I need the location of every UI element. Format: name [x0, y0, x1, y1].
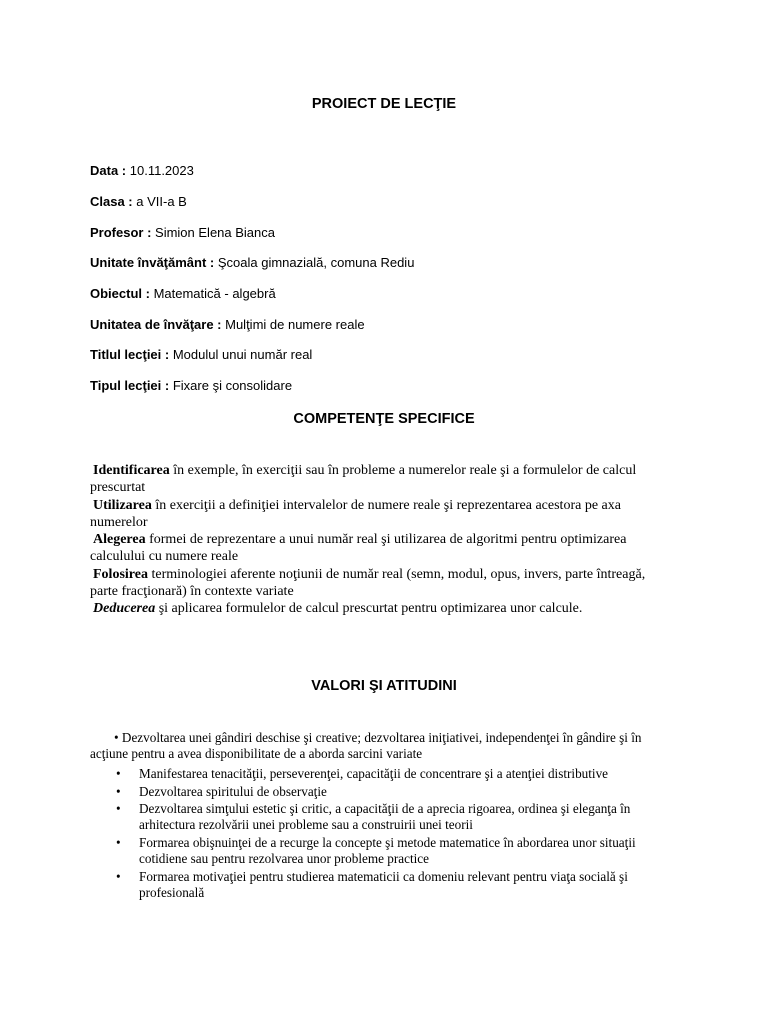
competenta-text: în exemple, în exerciţii sau în probleme a numerelor reale şi a formulelor de calcul prescurtat — [90, 463, 637, 496]
competente-list — [90, 462, 650, 618]
competenta-text: formei de reprezentare a unui număr real şi utilizarea de algoritmi pentru optimizarea calculului cu numere reale — [90, 532, 627, 565]
bullet-glyph: • — [114, 730, 119, 745]
bullet-glyph: • — [116, 783, 121, 799]
field-label: Tipul lecţiei : — [90, 378, 170, 393]
competenta-text: şi aplicarea formulelor de calcul prescurtat pentru optimizarea unor calcule. — [155, 601, 583, 617]
valori-list — [90, 766, 680, 903]
field-value: Matematică - algebră — [153, 286, 276, 301]
competenta-text: în exerciţii a definiţiei intervalelor de numere reale şi reprezentarea acestora pe axa numerelor — [90, 497, 621, 530]
competenta-item — [90, 497, 650, 532]
field-unitatea-de-invatare — [90, 317, 365, 332]
list-item — [90, 869, 680, 902]
field-value: Simion Elena Bianca — [155, 225, 275, 240]
field-label: Clasa : — [90, 194, 133, 209]
page-title: PROIECT DE LECŢIE — [311, 96, 457, 112]
bullet-glyph: • — [116, 801, 121, 817]
field-clasa — [90, 194, 187, 209]
valori-item-text: Manifestarea tenacităţii, perseverenţei, capacităţii de concentrare şi a atenţiei distributive — [139, 766, 609, 781]
valori-item-text: Dezvoltarea unei gândiri deschise şi creative; dezvoltarea iniţiativei, independenţei în gândire şi în acţiune pentru a avea disponibilitate de a aborda sarcini variate — [90, 730, 642, 762]
list-item — [90, 766, 680, 782]
competenta-text: terminologiei aferente noţiunii de număr real (semn, modul, opus, invers, parte întreagă, parte fracţionară) în contexte variate — [90, 566, 646, 600]
field-label: Titlul lecţiei : — [90, 347, 170, 362]
field-titlul-lectiei — [90, 347, 312, 362]
list-item — [90, 801, 680, 834]
valori-item-text: Dezvoltarea spiritului de observaţie — [139, 783, 327, 799]
field-value: Mulţimi de numere reale — [225, 317, 365, 332]
list-item — [90, 784, 680, 800]
field-value: Şcoala gimnazială, comuna Rediu — [217, 255, 415, 270]
section-heading-competente: COMPETENŢE SPECIFICE — [293, 411, 475, 427]
valori-item-text: Formarea motivaţiei pentru studierea matematicii ca domeniu relevant pentru viaţa socială şi profesională — [139, 868, 628, 901]
field-profesor — [90, 225, 275, 240]
valori-intro-item — [90, 730, 680, 763]
competenta-keyword: Folosirea — [93, 566, 148, 582]
field-value: a VII-a B — [136, 194, 187, 209]
field-value: Modulul unui număr real — [172, 347, 313, 362]
competenta-keyword: Utilizarea — [93, 497, 152, 513]
competenta-keyword: Identificarea — [93, 463, 170, 478]
field-obiectul — [90, 286, 276, 301]
field-value: 10.11.2023 — [129, 163, 194, 178]
field-tipul-lectiei — [90, 378, 292, 393]
field-label: Unitate învăţământ : — [90, 255, 215, 270]
competenta-item — [90, 566, 650, 601]
bullet-glyph: • — [116, 868, 121, 884]
competenta-keyword: Deducerea — [93, 601, 156, 617]
field-label: Data : — [90, 163, 127, 178]
bullet-glyph: • — [116, 835, 121, 851]
bullet-glyph: • — [116, 766, 121, 781]
field-value: Fixare şi consolidare — [172, 378, 293, 393]
competenta-item — [90, 462, 650, 497]
competenta-item — [90, 600, 650, 617]
field-label: Profesor : — [90, 225, 152, 240]
list-item — [90, 835, 680, 868]
field-label: Obiectul : — [90, 286, 150, 301]
valori-item-text: Formarea obişnuinţei de a recurge la concepte şi metode matematice în abordarea unor situaţii cotidiene sau pentru rezolvarea unor probleme practice — [139, 835, 636, 867]
section-heading-valori: VALORI ŞI ATITUDINI — [311, 678, 457, 694]
competenta-keyword: Alegerea — [93, 532, 146, 548]
valori-item-text: Dezvoltarea simţului estetic şi critic, a capacităţii de a aprecia rigoarea, ordinea şi eleganţa în arhitectura rezolvării unei probleme sau a construirii unei teorii — [139, 801, 631, 833]
competenta-item — [90, 531, 650, 566]
field-label: Unitatea de învăţare : — [90, 317, 222, 332]
field-data — [90, 163, 194, 178]
field-unitate-invatamant — [90, 255, 414, 270]
